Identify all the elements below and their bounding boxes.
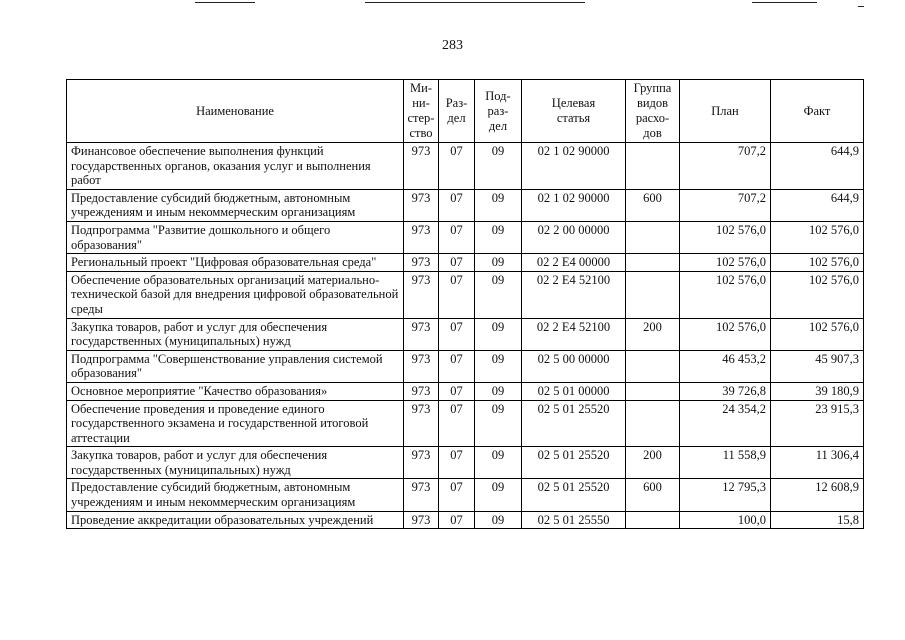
table-row — [67, 271, 864, 318]
table-row — [67, 382, 864, 400]
header-name: Наименование — [67, 80, 404, 143]
header-fact: Факт — [771, 80, 864, 143]
cell-subsection: 09 — [475, 350, 522, 382]
cell-plan: 707,2 — [680, 143, 771, 190]
cell-plan: 46 453,2 — [680, 350, 771, 382]
table-row — [67, 189, 864, 221]
cell-ministry: 973 — [404, 350, 439, 382]
cell-target: 02 5 01 25520 — [522, 479, 626, 511]
cell-section: 07 — [439, 189, 475, 221]
cell-name: Обеспечение проведения и проведение единого государственного экзамена и государственной итоговой аттестации — [67, 400, 404, 447]
cell-subsection: 09 — [475, 400, 522, 447]
cell-subsection: 09 — [475, 143, 522, 190]
cell-fact: 12 608,9 — [771, 479, 864, 511]
cell-plan: 100,0 — [680, 511, 771, 529]
table-row — [67, 400, 864, 447]
header-expense-group: Группа видов расхо- дов — [626, 80, 680, 143]
cell-ministry: 973 — [404, 254, 439, 272]
cell-section: 07 — [439, 511, 475, 529]
cell-plan: 102 576,0 — [680, 254, 771, 272]
cell-name: Основное мероприятие "Качество образования» — [67, 382, 404, 400]
cell-ministry: 973 — [404, 189, 439, 221]
cell-section: 07 — [439, 400, 475, 447]
cell-target: 02 2 E4 00000 — [522, 254, 626, 272]
cell-name: Обеспечение образовательных организаций материально-технической базой для внедрения цифровой образовательной среды — [67, 271, 404, 318]
cell-target: 02 2 E4 52100 — [522, 318, 626, 350]
cell-name: Закупка товаров, работ и услуг для обеспечения государственных (муниципальных) нужд — [67, 447, 404, 479]
cell-subsection: 09 — [475, 479, 522, 511]
cell-fact: 102 576,0 — [771, 318, 864, 350]
cell-name: Предоставление субсидий бюджетным, автономным учреждениям и иным некоммерческим организациям — [67, 189, 404, 221]
cell-plan: 102 576,0 — [680, 318, 771, 350]
cell-section: 07 — [439, 254, 475, 272]
table-row — [67, 511, 864, 529]
cell-plan: 707,2 — [680, 189, 771, 221]
cell-plan: 11 558,9 — [680, 447, 771, 479]
table-header-row — [67, 80, 864, 143]
cell-target: 02 2 00 00000 — [522, 221, 626, 253]
cell-ministry: 973 — [404, 271, 439, 318]
cell-plan: 24 354,2 — [680, 400, 771, 447]
cell-name: Предоставление субсидий бюджетным, автономным учреждениям и иным некоммерческим организациям — [67, 479, 404, 511]
cell-ministry: 973 — [404, 221, 439, 253]
header-subsection: Под- раз- дел — [475, 80, 522, 143]
cell-name: Региональный проект "Цифровая образовательная среда" — [67, 254, 404, 272]
cell-expense-group: 600 — [626, 189, 680, 221]
header-ministry: Ми- ни- стер- ство — [404, 80, 439, 143]
cell-fact: 644,9 — [771, 143, 864, 190]
cell-fact: 11 306,4 — [771, 447, 864, 479]
cell-target: 02 1 02 90000 — [522, 143, 626, 190]
cell-target: 02 2 E4 52100 — [522, 271, 626, 318]
cell-subsection: 09 — [475, 447, 522, 479]
cell-expense-group — [626, 350, 680, 382]
cell-plan: 12 795,3 — [680, 479, 771, 511]
cell-subsection: 09 — [475, 318, 522, 350]
cell-name: Финансовое обеспечение выполнения функций государственных органов, оказания услуг и выполнения работ — [67, 143, 404, 190]
header-section: Раз- дел — [439, 80, 475, 143]
cell-section: 07 — [439, 382, 475, 400]
cell-name: Закупка товаров, работ и услуг для обеспечения государственных (муниципальных) нужд — [67, 318, 404, 350]
cell-section: 07 — [439, 447, 475, 479]
cell-section: 07 — [439, 350, 475, 382]
cell-section: 07 — [439, 221, 475, 253]
cell-subsection: 09 — [475, 221, 522, 253]
header-target: Целевая статья — [522, 80, 626, 143]
table-row — [67, 318, 864, 350]
cell-name: Проведение аккредитации образовательных учреждений — [67, 511, 404, 529]
cell-subsection: 09 — [475, 511, 522, 529]
scan-line-right — [752, 2, 817, 3]
table-row — [67, 447, 864, 479]
cell-subsection: 09 — [475, 382, 522, 400]
table-row — [67, 254, 864, 272]
cell-expense-group: 600 — [626, 479, 680, 511]
cell-ministry: 973 — [404, 400, 439, 447]
cell-fact: 644,9 — [771, 189, 864, 221]
cell-expense-group — [626, 511, 680, 529]
cell-fact: 39 180,9 — [771, 382, 864, 400]
cell-subsection: 09 — [475, 254, 522, 272]
cell-expense-group — [626, 143, 680, 190]
cell-ministry: 973 — [404, 511, 439, 529]
budget-table — [66, 79, 864, 529]
cell-target: 02 5 00 00000 — [522, 350, 626, 382]
table-body — [67, 143, 864, 529]
scan-line-left — [195, 2, 255, 3]
cell-expense-group — [626, 271, 680, 318]
table-row — [67, 479, 864, 511]
cell-subsection: 09 — [475, 189, 522, 221]
cell-section: 07 — [439, 271, 475, 318]
cell-fact: 102 576,0 — [771, 254, 864, 272]
table-row — [67, 221, 864, 253]
cell-section: 07 — [439, 479, 475, 511]
cell-ministry: 973 — [404, 479, 439, 511]
cell-expense-group — [626, 400, 680, 447]
cell-plan: 102 576,0 — [680, 221, 771, 253]
cell-ministry: 973 — [404, 447, 439, 479]
cell-expense-group — [626, 221, 680, 253]
cell-fact: 102 576,0 — [771, 221, 864, 253]
cell-target: 02 5 01 25520 — [522, 400, 626, 447]
cell-plan: 102 576,0 — [680, 271, 771, 318]
cell-expense-group: 200 — [626, 447, 680, 479]
cell-target: 02 1 02 90000 — [522, 189, 626, 221]
scan-line-far-right — [858, 6, 864, 7]
cell-expense-group — [626, 382, 680, 400]
page-number: 283 — [442, 38, 463, 53]
cell-section: 07 — [439, 143, 475, 190]
cell-name: Подпрограмма "Развитие дошкольного и общего образования" — [67, 221, 404, 253]
cell-ministry: 973 — [404, 318, 439, 350]
cell-fact: 102 576,0 — [771, 271, 864, 318]
cell-target: 02 5 01 25550 — [522, 511, 626, 529]
cell-expense-group: 200 — [626, 318, 680, 350]
cell-plan: 39 726,8 — [680, 382, 771, 400]
cell-fact: 45 907,3 — [771, 350, 864, 382]
cell-target: 02 5 01 00000 — [522, 382, 626, 400]
cell-ministry: 973 — [404, 143, 439, 190]
table-row — [67, 143, 864, 190]
cell-ministry: 973 — [404, 382, 439, 400]
cell-subsection: 09 — [475, 271, 522, 318]
cell-target: 02 5 01 25520 — [522, 447, 626, 479]
cell-section: 07 — [439, 318, 475, 350]
cell-expense-group — [626, 254, 680, 272]
header-plan: План — [680, 80, 771, 143]
cell-fact: 23 915,3 — [771, 400, 864, 447]
table-row — [67, 350, 864, 382]
cell-fact: 15,8 — [771, 511, 864, 529]
scan-line-center — [365, 2, 585, 3]
cell-name: Подпрограмма "Совершенствование управления системой образования" — [67, 350, 404, 382]
